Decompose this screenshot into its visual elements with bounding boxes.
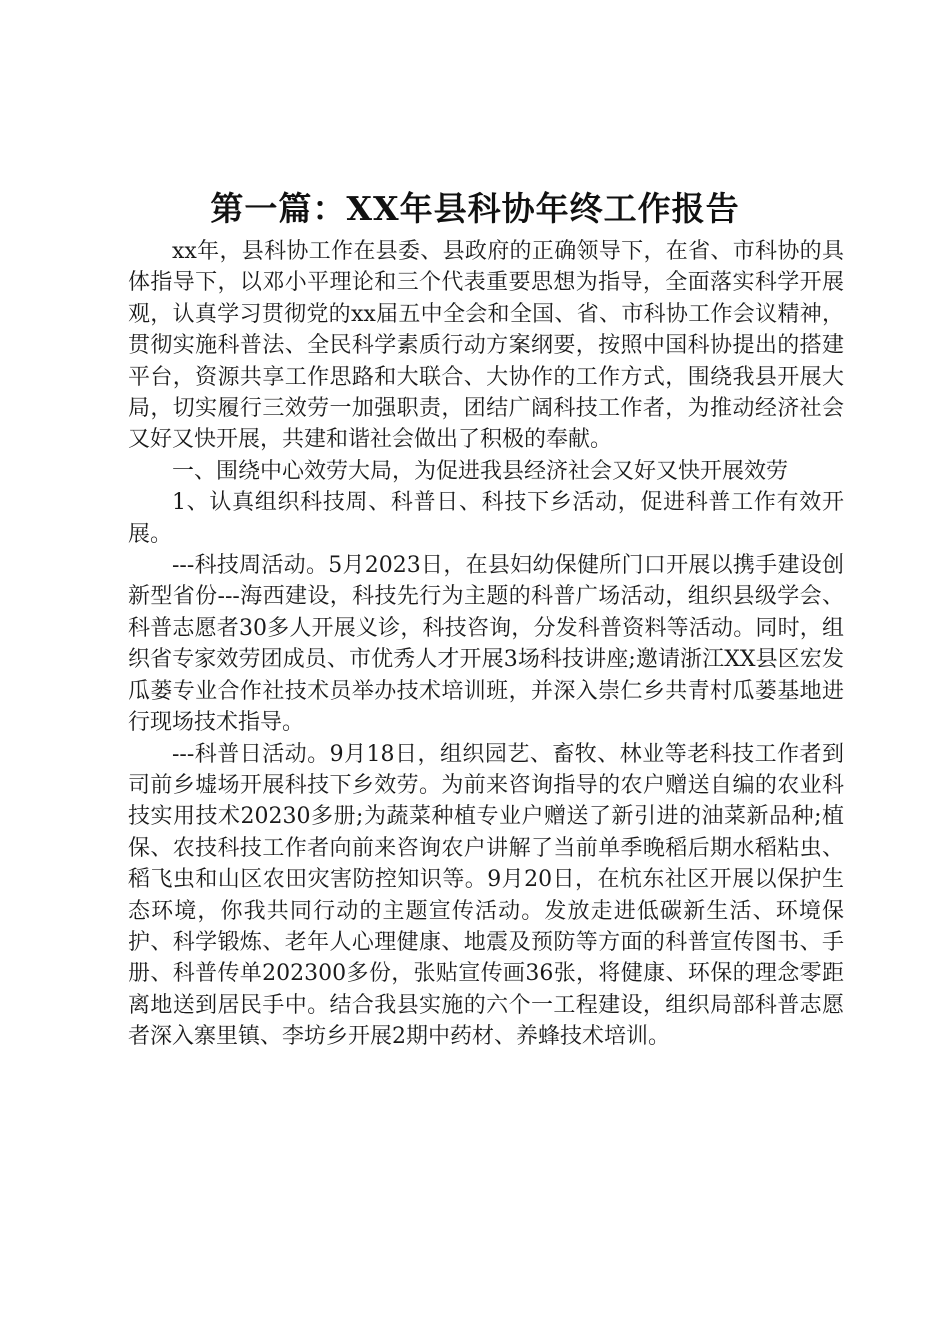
paragraph-science-day: ---科普日活动。9月18日，组织园艺、畜牧、林业等老科技工作者到司前乡墟场开展科技下乡效劳。为前来咨询指导的农户赠送自编的农业科技实用技术20230多册;为蔬菜种植专业户赠送了新引进的油菜新品种;植保、农技科技工作者向前来咨询农户讲解了当前单季晚稻后期水稻粘虫、稻飞虫和山区农田灾害防控知识等。9月20日，在杭东社区开展以保护生态环境，你我共同行动的主题宣传活动。发放走进低碳新生活、环境保护、科学锻炼、老年人心理健康、地震及预防等方面的科普宣传图书、手册、科普传单202300多份，张贴宣传画36张，将健康、环保的理念零距离地送到居民手中。结合我县实施的六个一工程建设，组织局部科普志愿者深入寨里镇、李坊乡开展2期中药材、养蜂技术培训。 xyxy=(128,741,844,1050)
paragraph-section-heading: 一、围绕中心效劳大局，为促进我县经济社会又好又快开展效劳 xyxy=(172,458,789,484)
paragraph-subsection-heading: 1、认真组织科技周、科普日、科技下乡活动，促进科普工作有效开展。 xyxy=(128,490,844,547)
paragraph-tech-week: ---科技周活动。5月2023日，在县妇幼保健所门口开展以携手建设创新型省份---海西建设，科技先行为主题的科普广场活动，组织县级学会、科普志愿者30多人开展义诊，科技咨询，分发科普资料等活动。同时，组织省专家效劳团成员、市优秀人才开展3场科技讲座;邀请浙江XX县区宏发瓜蒌专业合作社技术员举办技术培训班，并深入崇仁乡共青村瓜蒌基地进行现场技术指导。 xyxy=(128,553,844,736)
paragraph-intro: xx年，县科协工作在县委、县政府的正确领导下，在省、市科协的具体指导下，以邓小平理论和三个代表重要思想为指导，全面落实科学开展观，认真学习贯彻党的xx届五中全会和全国、省、市科协工作会议精神，贯彻实施科普法、全民科学素质行动方案纲要，按照中国科协提出的搭建平台，资源共享工作思路和大联合、大协作的工作方式，围绕我县开展大局，切实履行三效劳一加强职责，团结广阔科技工作者，为推动经济社会又好又快开展，共建和谐社会做出了积极的奉献。 xyxy=(128,239,844,453)
document-title: 第一篇：XX年县科协年终工作报告 xyxy=(210,189,740,228)
document-body xyxy=(128,236,844,1053)
